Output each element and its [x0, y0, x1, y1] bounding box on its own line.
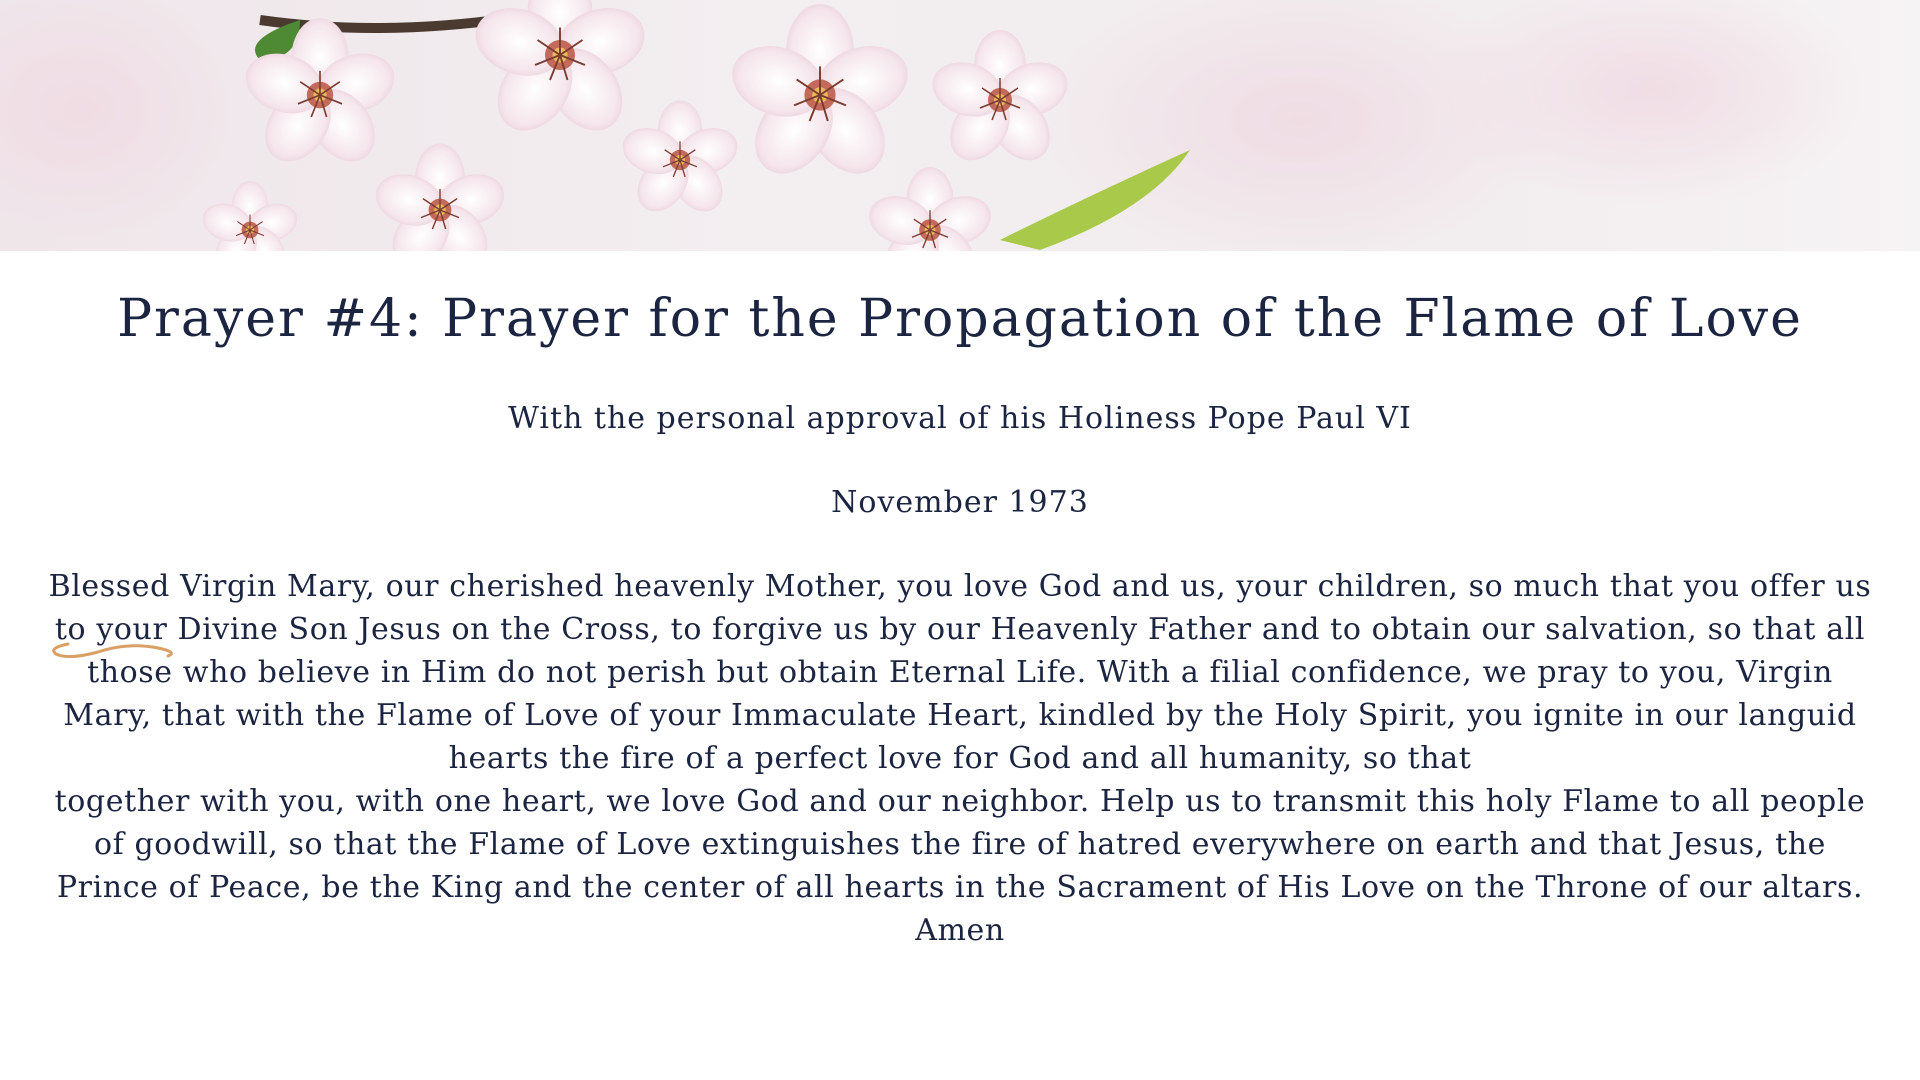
cherry-blossom-banner	[0, 0, 1920, 251]
prayer-document	[40, 251, 1880, 952]
date-line: November 1973	[831, 485, 1089, 520]
blossom-illustration	[0, 0, 1920, 251]
page-title: Prayer #4: Prayer for the Propagation of the Flame of Love	[117, 289, 1803, 349]
approval-line: With the personal approval of his Holiness Pope Paul VI	[508, 401, 1412, 436]
prayer-paragraph-1: Blessed Virgin Mary, our cherished heavenly Mother, you love God and us, your children, so much that you offer us to your Divine Son Jesus on the Cross, to forgive us by our Heavenly Father and to obtain our salvation, so that all those who believe in Him do not perish but obtain Eternal Life. With a filial confidence, we pray to you, Virgin Mary, that with the Flame of Love of your Immaculate Heart, kindled by the Holy Spirit, you ignite in our languid hearts the fire of a perfect love for God and all humanity, so that	[48, 569, 1872, 776]
prayer-paragraph-2: together with you, with one heart, we love God and our neighbor. Help us to transmit this holy Flame to all people of goodwill, so that the Flame of Love extinguishes the fire of hatred everywhere on earth and that Jesus, the Prince of Peace, be the King and the center of all hearts in the Sacrament of His Love on the Throne of our altars. Amen	[54, 784, 1866, 948]
decorative-flourish-icon	[48, 634, 188, 664]
prayer-text	[40, 565, 1880, 952]
